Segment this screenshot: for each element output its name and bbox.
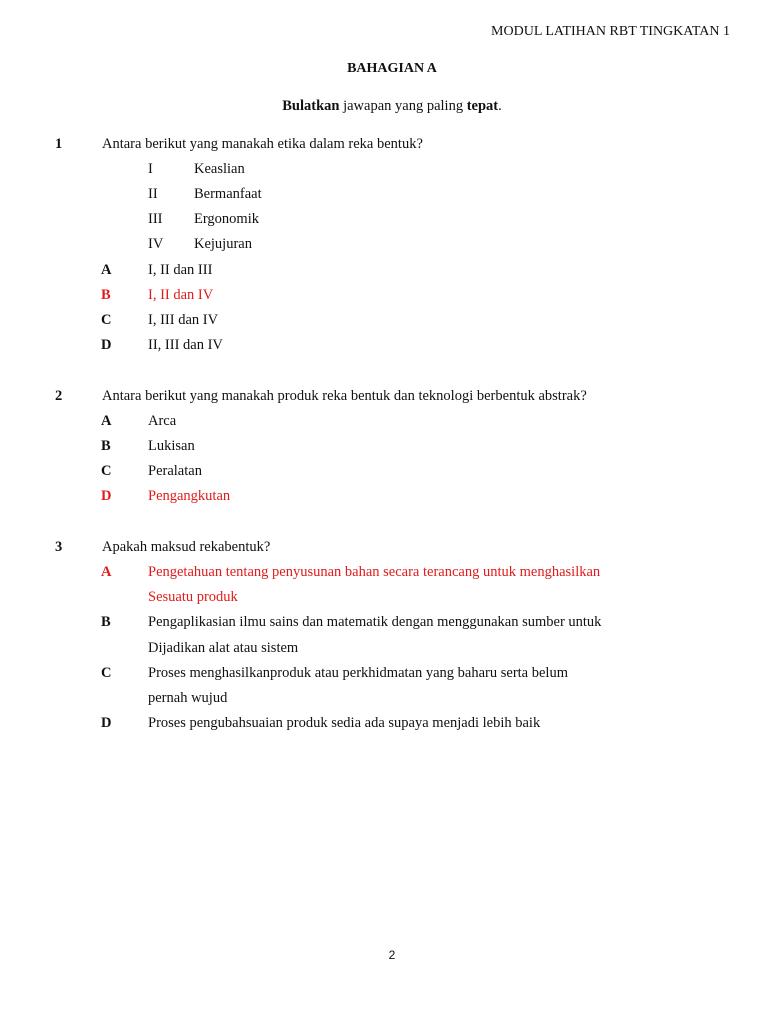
page-number: 2 (388, 948, 396, 962)
option-row[interactable] (0, 715, 768, 735)
option-row[interactable] (0, 665, 768, 685)
instruction-end: . (498, 98, 502, 114)
question-number: 1 (55, 136, 63, 152)
statement-row (0, 161, 768, 181)
question-text: Apakah maksud rekabentuk? (102, 539, 271, 555)
option-letter: D (101, 488, 112, 504)
statement-row (0, 211, 768, 231)
option-row-correct[interactable] (0, 287, 768, 307)
option-letter: B (101, 438, 111, 454)
option-text: Peralatan (148, 463, 202, 479)
statement-row (0, 236, 768, 256)
statement-numeral: I (148, 161, 153, 177)
statement-text: Bermanfaat (194, 186, 262, 202)
option-text: I, II dan IV (148, 287, 214, 303)
question-text: Antara berikut yang manakah produk reka bentuk dan teknologi berbentuk abstrak? (102, 388, 587, 404)
option-letter: C (101, 665, 112, 681)
option-text: pernah wujud (148, 690, 228, 706)
option-row-continuation (0, 640, 768, 660)
question-number: 3 (55, 539, 63, 555)
option-letter: B (101, 614, 111, 630)
question-text: Antara berikut yang manakah etika dalam reka bentuk? (102, 136, 423, 152)
instruction (0, 98, 768, 115)
option-text: Pengetahuan tentang penyusunan bahan secara terancang untuk menghasilkan (148, 564, 601, 580)
statement-text: Keaslian (194, 161, 245, 177)
module-header: MODUL LATIHAN RBT TINGKATAN 1 (491, 24, 730, 39)
option-text: Arca (148, 413, 177, 429)
option-text: I, III dan IV (148, 312, 219, 328)
option-text: Dijadikan alat atau sistem (148, 640, 299, 656)
option-letter: A (101, 564, 112, 580)
option-row[interactable] (0, 337, 768, 357)
option-row-continuation (0, 589, 768, 609)
statement-numeral: III (148, 211, 163, 227)
option-text: II, III dan IV (148, 337, 223, 353)
statement-text: Ergonomik (194, 211, 259, 227)
option-row-correct[interactable] (0, 564, 768, 584)
option-letter: C (101, 463, 112, 479)
statement-row (0, 186, 768, 206)
option-row[interactable] (0, 262, 768, 282)
option-letter: D (101, 715, 112, 731)
instruction-bold-circle: Bulatkan (282, 98, 340, 114)
statement-text: Kejujuran (194, 236, 252, 252)
option-row[interactable] (0, 438, 768, 458)
option-row[interactable] (0, 463, 768, 483)
option-row[interactable] (0, 614, 768, 634)
option-row[interactable] (0, 413, 768, 433)
option-row-correct[interactable] (0, 488, 768, 508)
statement-numeral: II (148, 186, 158, 202)
section-title: BAHAGIAN A (347, 61, 437, 76)
option-letter: B (101, 287, 111, 303)
option-text: Proses pengubahsuaian produk sedia ada supaya menjadi lebih baik (148, 715, 541, 731)
instruction-bold-exact: tepat (466, 98, 499, 114)
option-letter: D (101, 337, 112, 353)
option-text: Sesuatu produk (148, 589, 238, 605)
option-row[interactable] (0, 312, 768, 332)
option-text: Pengaplikasian ilmu sains dan matematik dengan menggunakan sumber untuk (148, 614, 602, 630)
option-text: Proses menghasilkanproduk atau perkhidmatan yang baharu serta belum (148, 665, 568, 681)
option-letter: A (101, 413, 112, 429)
option-text: I, II dan III (148, 262, 213, 278)
option-letter: C (101, 312, 112, 328)
instruction-middle: jawapan yang paling (339, 98, 467, 114)
question-number: 2 (55, 388, 63, 404)
option-row-continuation (0, 690, 768, 710)
option-letter: A (101, 262, 112, 278)
option-text: Lukisan (148, 438, 195, 454)
statement-numeral: IV (148, 236, 164, 252)
option-text: Pengangkutan (148, 488, 231, 504)
